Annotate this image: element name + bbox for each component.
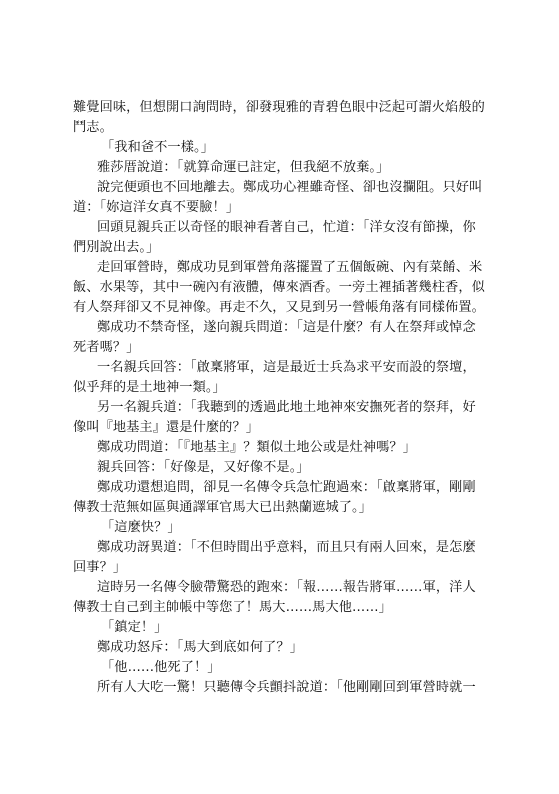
text-line: 另一名親兵道：「我聽到的透過此地土地神來安撫死者的祭拜，好 [97,400,476,415]
text-line: 一名親兵回答：「啟稟將軍，這是最近士兵為求平安而設的祭壇， [97,360,476,375]
text-line: 鄭成功問道：「『地基主』？類似土地公或是灶神嗎？」 [97,440,416,455]
text-line: 像叫『地基主』還是什麼的？」 [73,420,260,435]
text-line: 道：「妳這洋女真不要臉！」 [73,200,240,215]
text-line: 難覺回味，但想開口詢問時，卻發現雅的青碧色眼中泛起可謂火焰般的 [73,100,485,115]
text-line: 們別說出去。」 [73,240,160,255]
text-line: 「這麼快？」 [101,520,181,535]
text-line: 鄭成功還想追問，卻見一名傳令兵急忙跑過來：「啟稟將軍，剛剛 [97,480,476,495]
text-line: 「鎮定！」 [101,620,168,635]
text-line: 死者嗎？」 [73,340,140,355]
text-line: 這時另一名傳令臉帶驚恐的跑來：「報……報告將軍……軍，洋人 [97,580,476,595]
text-line: 鬥志。 [73,120,113,135]
text-line: 雅莎厝說道：「就算命運已註定，但我絕不放棄。」 [97,160,390,175]
text-line: 所有人大吃一驚！只聽傳令兵顫抖說道：「他剛剛回到軍營時就一 [97,680,476,695]
text-line: 「我和爸不一樣。」 [101,140,214,155]
text-line: 有人祭拜卻又不見神像。再走不久，又見到另一營帳角落有同樣佈置。 [73,300,485,315]
text-line: 鄭成功不禁奇怪，遂向親兵問道：「這是什麼？有人在祭拜或悼念 [97,320,476,335]
text-line: 走回軍營時，鄭成功見到軍營角落擺置了五個飯碗、內有菜餚、米 [97,260,483,275]
text-line: 親兵回答：「好像是，又好像不是。」 [97,460,310,475]
text-line: 回事？」 [73,560,127,575]
text-line: 鄭成功怒斥：「馬大到底如何了？」 [97,640,303,655]
text-line: 傳教士自己到主帥帳中等您了！馬大……馬大他……」 [73,600,392,615]
text-line: 說完便頭也不回地離去。鄭成功心裡雖奇怪、卻也沒攔阻。只好叫 [97,180,483,195]
text-line: 傳教士范無如區與通譯軍官馬大已出熱蘭遮城了。」 [73,500,373,515]
text-line: 飯、水果等，其中一碗內有液體，傳來酒香。一旁土裡插著幾柱香，似 [73,280,485,295]
text-line: 「他……他死了！」 [101,660,221,675]
body-text [73,98,486,698]
text-line: 回頭見親兵正以奇怪的眼神看著自己，忙道：「洋女沒有節操，你 [97,220,476,235]
text-line: 鄭成功訝異道：「不但時間出乎意料，而且只有兩人回來，是怎麼 [97,540,476,555]
text-line: 似乎拜的是土地神一類。」 [73,380,226,395]
